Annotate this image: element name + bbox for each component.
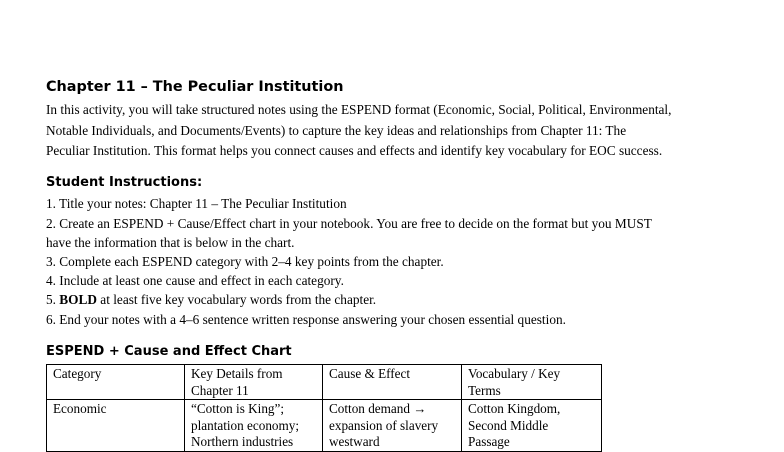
cell-text: Cotton demand → — [329, 401, 427, 416]
cell-text: Cotton Kingdom, — [468, 401, 561, 416]
cell-text: expansion of slavery — [329, 417, 439, 433]
table-cell — [462, 400, 602, 452]
chart-heading: ESPEND + Cause and Effect Chart — [46, 344, 292, 359]
header-cell — [185, 365, 323, 400]
cell-text: Passage — [468, 434, 510, 449]
instruction-rest: at least five key vocabulary words from the chapter. — [96, 292, 377, 307]
cell-text: Second Middle — [468, 417, 549, 433]
cell-text: westward — [329, 434, 380, 449]
intro-line-3: Peculiar Institution. This format helps you connect causes and effects and identify key vocabulary for EOC success. — [46, 143, 663, 158]
header-cell — [323, 365, 462, 400]
table-cell — [47, 400, 185, 452]
instruction-prefix: 5. — [46, 292, 60, 307]
table-row — [47, 400, 602, 452]
espend-chart-table — [46, 364, 602, 452]
instruction-item-bold — [46, 290, 376, 309]
cell-text: “Cotton is King”; — [191, 401, 285, 416]
cell-text: Economic — [53, 401, 107, 416]
instruction-item: have the information that is below in the chart. — [46, 235, 295, 250]
page-title: Chapter 11 – The Peculiar Institution — [46, 79, 344, 95]
header-text: Chapter 11 — [191, 382, 249, 398]
instruction-item: 4. Include at least one cause and effect in each category. — [46, 273, 344, 288]
table-cell — [323, 400, 462, 452]
instruction-item: 6. End your notes with a 4–6 sentence written response answering your chosen essential question. — [46, 312, 566, 327]
instructions-heading: Student Instructions: — [46, 175, 203, 190]
cell-text: plantation economy; — [191, 417, 300, 433]
intro-line-2: Notable Individuals, and Documents/Events) to capture the key ideas and relationships from Chapter 11: The — [46, 123, 627, 138]
instruction-item: 1. Title your notes: Chapter 11 – The Peculiar Institution — [46, 196, 347, 211]
instruction-item: 2. Create an ESPEND + Cause/Effect chart in your notebook. You are free to decide on the format but you MUST — [46, 216, 652, 231]
intro-line-1: In this activity, you will take structured notes using the ESPEND format (Economic, Social, Political, Environmental, — [46, 102, 672, 117]
bold-word: BOLD — [59, 292, 97, 307]
header-cell — [462, 365, 602, 400]
table-cell — [185, 400, 323, 452]
header-text: Cause & Effect — [329, 366, 411, 381]
cell-text: Northern industries — [191, 434, 294, 449]
header-text: Vocabulary / Key — [468, 366, 561, 381]
header-text: Category — [53, 366, 102, 381]
header-text: Key Details from — [191, 366, 283, 381]
header-text: Terms — [468, 382, 501, 398]
instruction-item: 3. Complete each ESPEND category with 2–4 key points from the chapter. — [46, 254, 444, 269]
table-header-row — [47, 365, 602, 400]
header-cell — [47, 365, 185, 400]
